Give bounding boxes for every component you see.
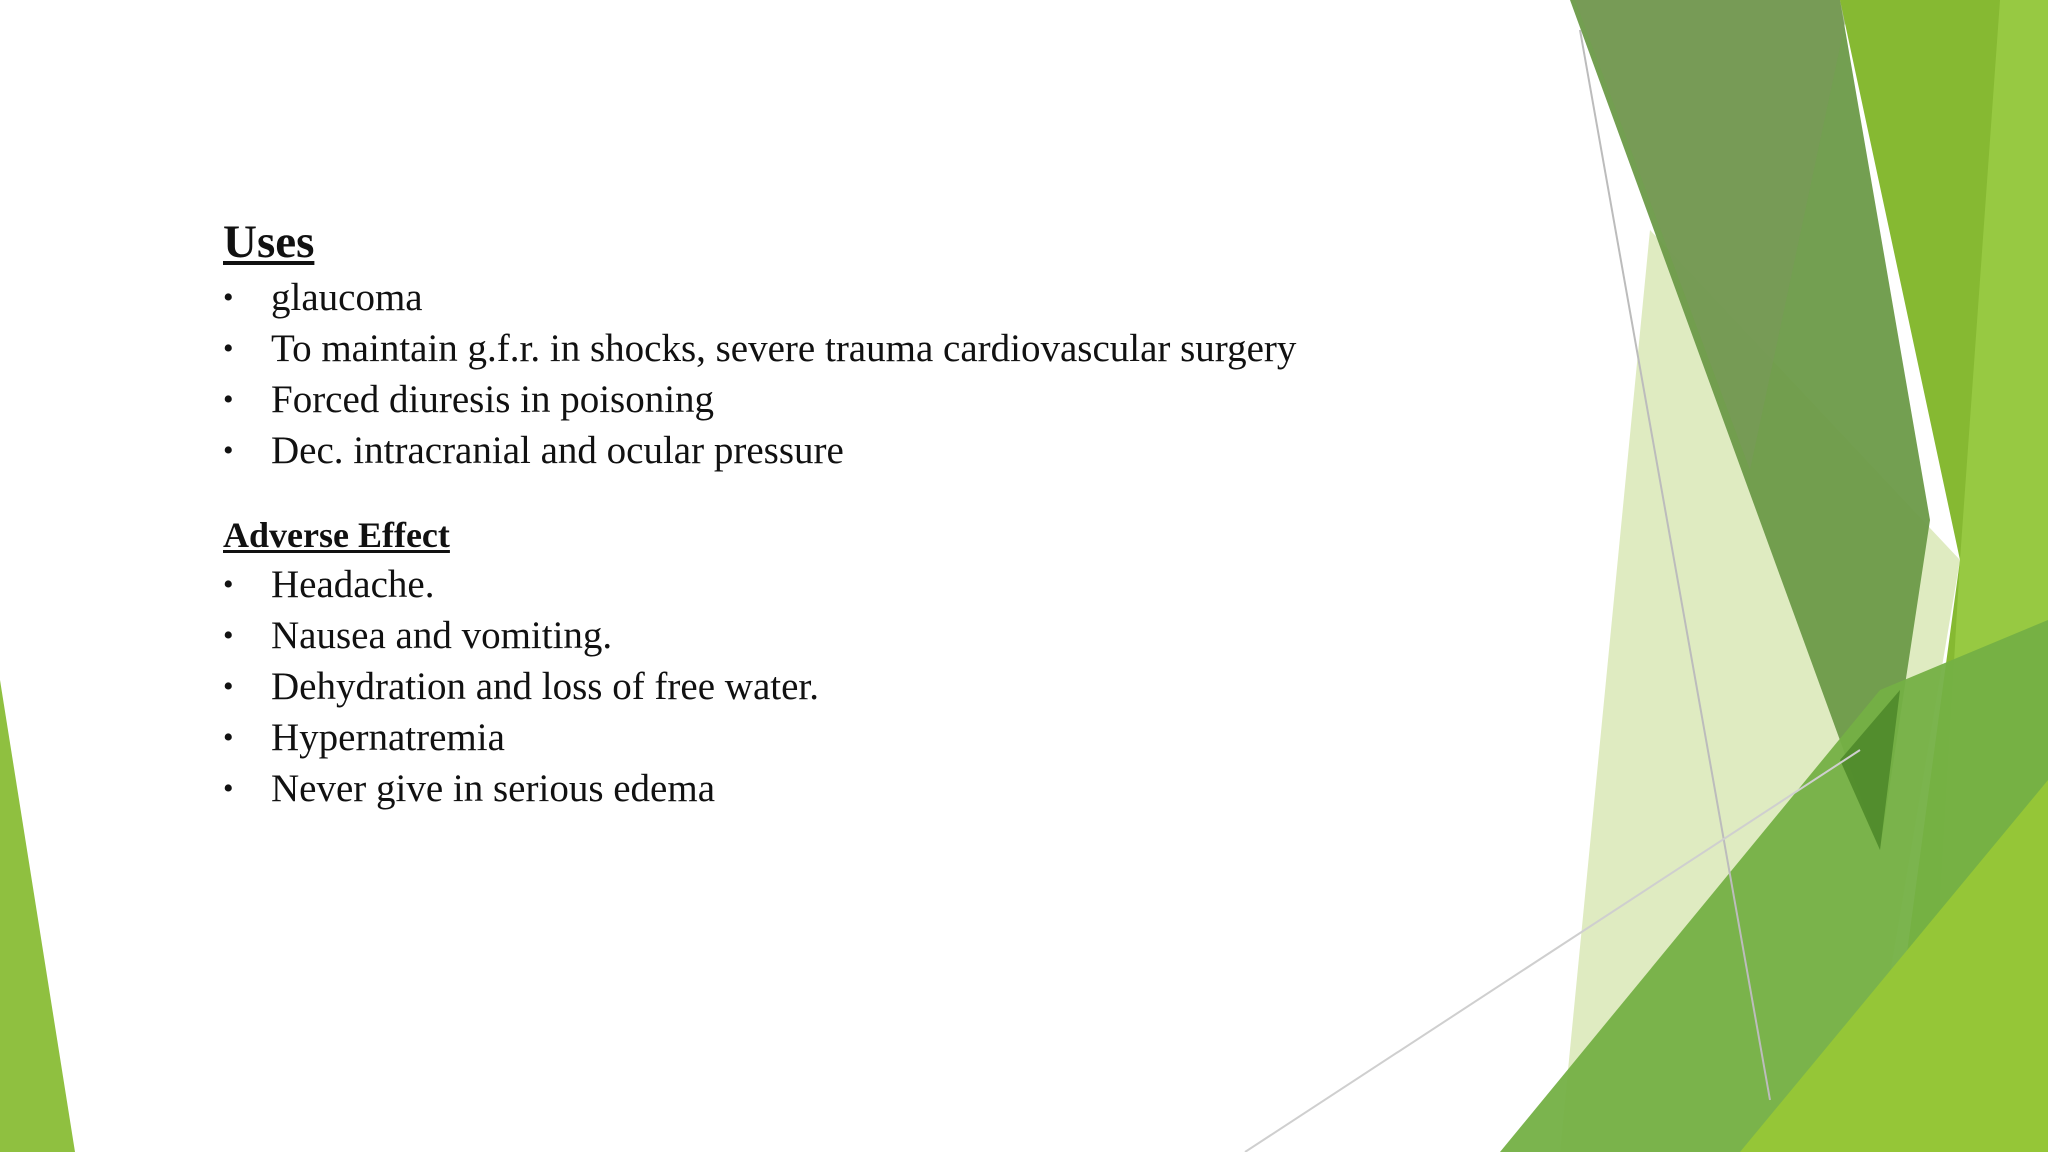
- list-item: [223, 272, 1523, 323]
- uses-heading: Uses: [223, 216, 315, 268]
- uses-list: [223, 272, 1523, 476]
- list-item: [223, 763, 1523, 814]
- adverse-effect-heading: Adverse Effect: [223, 515, 450, 556]
- bullet-icon: •: [223, 670, 234, 704]
- left-green-sliver: [0, 680, 75, 1152]
- list-item-text: Nausea and vomiting.: [271, 614, 613, 658]
- list-item-text: Headache.: [271, 563, 435, 607]
- bullet-icon: •: [223, 721, 234, 755]
- bullet-icon: •: [223, 383, 234, 417]
- bullet-icon: •: [223, 332, 234, 366]
- list-item-text: Hypernatremia: [271, 716, 505, 760]
- list-item: [223, 323, 1523, 374]
- list-item: [223, 559, 1523, 610]
- bullet-icon: •: [223, 568, 234, 602]
- list-item: [223, 712, 1523, 763]
- bullet-icon: •: [223, 619, 234, 653]
- list-item: [223, 610, 1523, 661]
- list-item: [223, 425, 1523, 476]
- list-item: [223, 661, 1523, 712]
- list-item-text: Dec. intracranial and ocular pressure: [271, 429, 844, 473]
- list-item-text: glaucoma: [271, 276, 423, 320]
- list-item-text: Dehydration and loss of free water.: [271, 665, 819, 709]
- list-item-text: Never give in serious edema: [271, 767, 716, 811]
- bullet-icon: •: [223, 281, 234, 315]
- list-item-text: To maintain g.f.r. in shocks, severe trauma cardiovascular surgery: [271, 327, 1297, 371]
- list-item: [223, 374, 1523, 425]
- slide-content: [223, 214, 1523, 814]
- bullet-icon: •: [223, 772, 234, 806]
- list-item-text: Forced diuresis in poisoning: [271, 378, 715, 422]
- adverse-effect-list: [223, 559, 1523, 814]
- bullet-icon: •: [223, 434, 234, 468]
